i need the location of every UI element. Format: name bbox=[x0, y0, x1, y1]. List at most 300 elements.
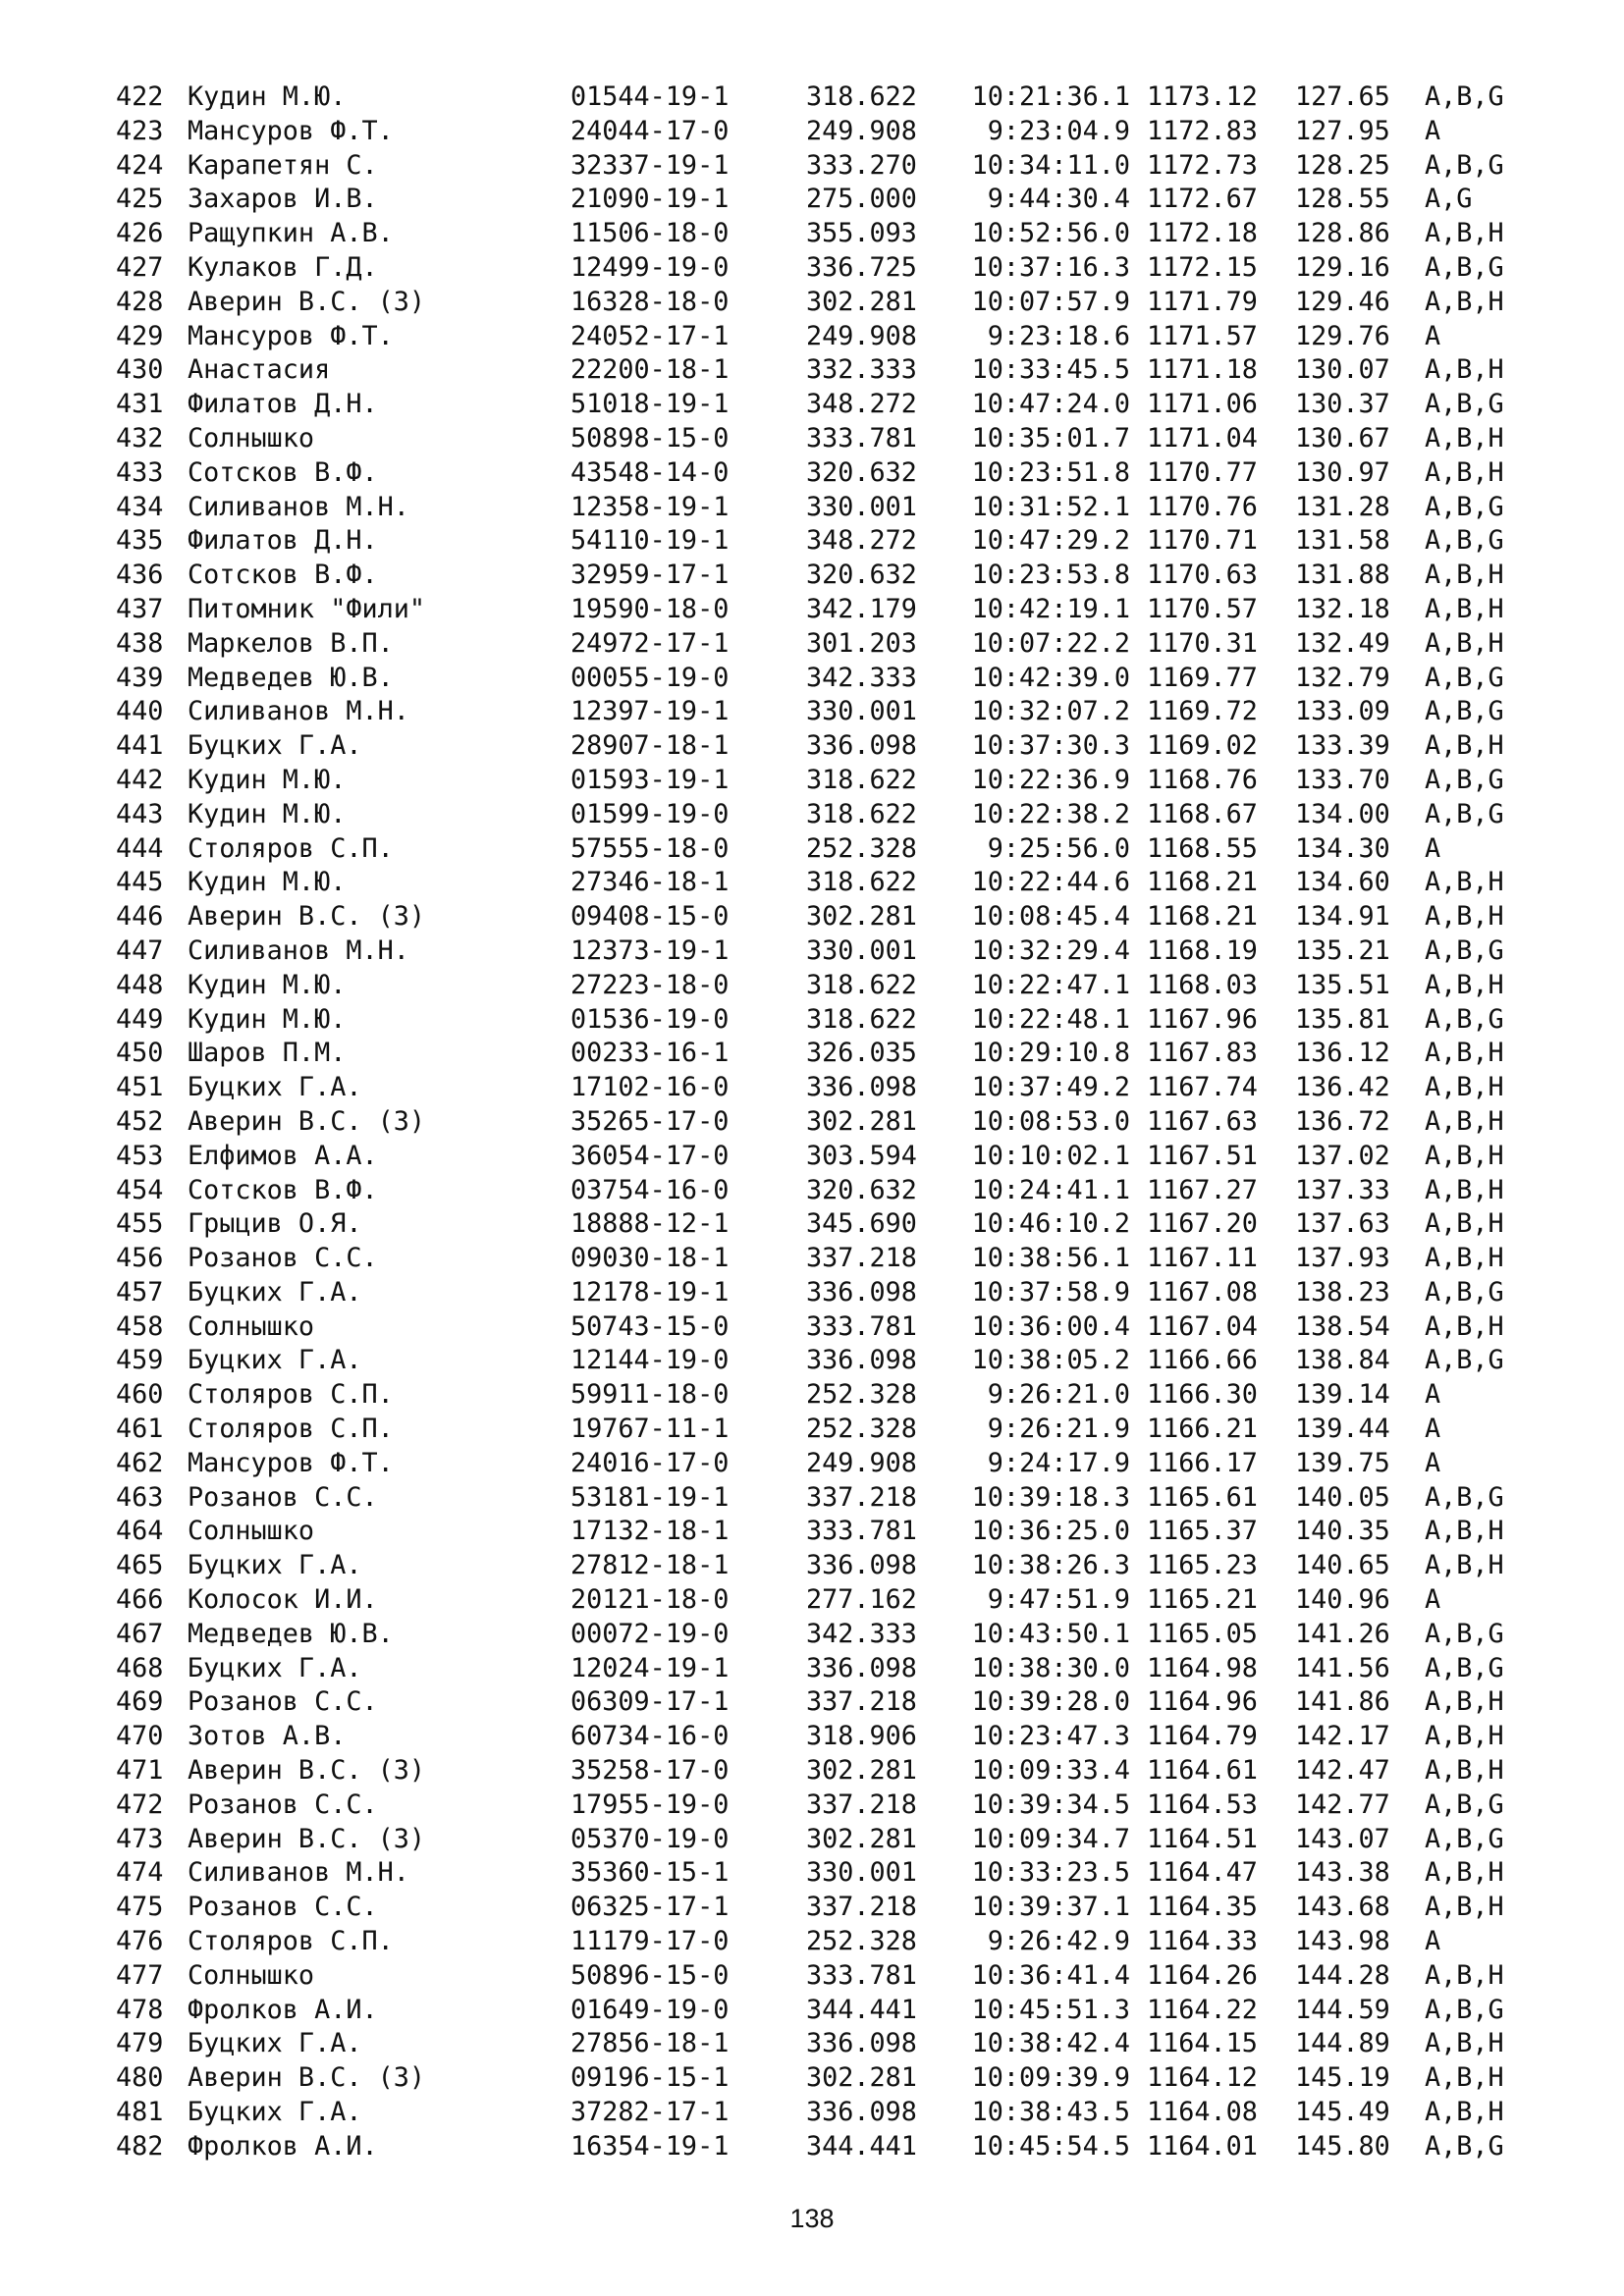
speed-value: 1170.76 bbox=[1147, 491, 1258, 522]
row-number: 460 bbox=[116, 1379, 164, 1411]
arrival-time: 10:09:34.7 bbox=[971, 1823, 1130, 1854]
distance-value: 252.328 bbox=[806, 832, 917, 864]
row-number: 445 bbox=[116, 867, 164, 898]
ring-number: 18888-12-1 bbox=[570, 1208, 730, 1240]
ring-number: 00072-19-0 bbox=[570, 1618, 730, 1649]
speed-value: 1164.53 bbox=[1147, 1789, 1258, 1820]
category-codes: A,B,G bbox=[1425, 662, 1504, 693]
arrival-time: 10:36:00.4 bbox=[971, 1310, 1130, 1342]
arrival-time: 10:43:50.1 bbox=[971, 1618, 1130, 1649]
arrival-time: 10:09:39.9 bbox=[971, 2062, 1130, 2094]
category-codes: A,B,G bbox=[1425, 934, 1504, 966]
row-number: 442 bbox=[116, 764, 164, 795]
ring-number: 16354-19-1 bbox=[570, 2130, 730, 2162]
distance-value: 302.281 bbox=[806, 1823, 917, 1854]
coefficient-value: 140.96 bbox=[1295, 1584, 1390, 1616]
category-codes: A,B,H bbox=[1425, 2028, 1504, 2059]
ring-number: 53181-19-1 bbox=[570, 1481, 730, 1513]
category-codes: A,B,H bbox=[1425, 1959, 1504, 1991]
coefficient-value: 143.98 bbox=[1295, 1926, 1390, 1957]
owner-name: Елфимов А.А. bbox=[188, 1140, 378, 1171]
distance-value: 332.333 bbox=[806, 354, 917, 386]
coefficient-value: 140.35 bbox=[1295, 1516, 1390, 1547]
arrival-time: 10:35:01.7 bbox=[971, 422, 1130, 454]
category-codes: A bbox=[1425, 832, 1441, 864]
ring-number: 50743-15-0 bbox=[570, 1310, 730, 1342]
coefficient-value: 139.44 bbox=[1295, 1414, 1390, 1445]
category-codes: A,B,G bbox=[1425, 764, 1504, 795]
coefficient-value: 130.37 bbox=[1295, 389, 1390, 420]
speed-value: 1168.03 bbox=[1147, 969, 1258, 1000]
owner-name: Столяров С.П. bbox=[188, 832, 394, 864]
row-number: 430 bbox=[116, 354, 164, 386]
arrival-time: 10:33:23.5 bbox=[971, 1857, 1130, 1889]
owner-name: Аверин В.С. (З) bbox=[188, 1105, 425, 1137]
ring-number: 11506-18-0 bbox=[570, 218, 730, 249]
coefficient-value: 129.46 bbox=[1295, 286, 1390, 317]
category-codes: A,B,H bbox=[1425, 1105, 1504, 1137]
row-number: 453 bbox=[116, 1140, 164, 1171]
arrival-time: 10:39:37.1 bbox=[971, 1892, 1130, 1923]
arrival-time: 10:24:41.1 bbox=[971, 1174, 1130, 1205]
ring-number: 36054-17-0 bbox=[570, 1140, 730, 1171]
ring-number: 21090-19-1 bbox=[570, 184, 730, 215]
coefficient-value: 138.23 bbox=[1295, 1276, 1390, 1308]
owner-name: Буцких Г.А. bbox=[188, 1652, 362, 1683]
coefficient-value: 128.25 bbox=[1295, 149, 1390, 181]
row-number: 476 bbox=[116, 1926, 164, 1957]
owner-name: Колосок И.И. bbox=[188, 1584, 378, 1616]
owner-name: Розанов С.С. bbox=[188, 1892, 378, 1923]
ring-number: 50898-15-0 bbox=[570, 422, 730, 454]
owner-name: Ращупкин А.В. bbox=[188, 218, 394, 249]
row-number: 441 bbox=[116, 730, 164, 762]
speed-value: 1170.63 bbox=[1147, 560, 1258, 591]
row-number: 437 bbox=[116, 593, 164, 624]
speed-value: 1167.74 bbox=[1147, 1072, 1258, 1103]
owner-name: Розанов С.С. bbox=[188, 1481, 378, 1513]
ring-number: 12144-19-0 bbox=[570, 1345, 730, 1376]
speed-value: 1166.17 bbox=[1147, 1447, 1258, 1478]
distance-value: 252.328 bbox=[806, 1926, 917, 1957]
speed-value: 1171.04 bbox=[1147, 422, 1258, 454]
coefficient-value: 143.07 bbox=[1295, 1823, 1390, 1854]
distance-value: 336.098 bbox=[806, 2097, 917, 2128]
owner-name: Кудин М.Ю. bbox=[188, 1003, 347, 1035]
row-number: 433 bbox=[116, 456, 164, 488]
coefficient-value: 134.30 bbox=[1295, 832, 1390, 864]
speed-value: 1166.66 bbox=[1147, 1345, 1258, 1376]
category-codes: A,B,H bbox=[1425, 1755, 1504, 1787]
coefficient-value: 130.67 bbox=[1295, 422, 1390, 454]
row-number: 425 bbox=[116, 184, 164, 215]
ring-number: 22200-18-1 bbox=[570, 354, 730, 386]
row-number: 449 bbox=[116, 1003, 164, 1035]
distance-value: 348.272 bbox=[806, 389, 917, 420]
owner-name: Сотсков В.Ф. bbox=[188, 1174, 378, 1205]
owner-name: Розанов С.С. bbox=[188, 1789, 378, 1820]
row-number: 451 bbox=[116, 1072, 164, 1103]
category-codes: A,B,H bbox=[1425, 1892, 1504, 1923]
arrival-time: 10:33:45.5 bbox=[971, 354, 1130, 386]
category-codes: A,G bbox=[1425, 184, 1473, 215]
speed-value: 1165.61 bbox=[1147, 1481, 1258, 1513]
arrival-time: 10:47:29.2 bbox=[971, 525, 1130, 557]
coefficient-value: 134.00 bbox=[1295, 798, 1390, 829]
ring-number: 01544-19-1 bbox=[570, 81, 730, 112]
owner-name: Силиванов М.Н. bbox=[188, 934, 409, 966]
arrival-time: 10:39:28.0 bbox=[971, 1686, 1130, 1718]
speed-value: 1165.37 bbox=[1147, 1516, 1258, 1547]
distance-value: 337.218 bbox=[806, 1686, 917, 1718]
speed-value: 1169.72 bbox=[1147, 696, 1258, 727]
coefficient-value: 137.93 bbox=[1295, 1243, 1390, 1274]
arrival-time: 10:22:44.6 bbox=[971, 867, 1130, 898]
coefficient-value: 130.07 bbox=[1295, 354, 1390, 386]
arrival-time: 9:23:18.6 bbox=[987, 320, 1130, 351]
coefficient-value: 133.09 bbox=[1295, 696, 1390, 727]
speed-value: 1168.21 bbox=[1147, 901, 1258, 933]
distance-value: 275.000 bbox=[806, 184, 917, 215]
distance-value: 348.272 bbox=[806, 525, 917, 557]
row-number: 472 bbox=[116, 1789, 164, 1820]
ring-number: 37282-17-1 bbox=[570, 2097, 730, 2128]
arrival-time: 9:47:51.9 bbox=[987, 1584, 1130, 1616]
owner-name: Кудин М.Ю. bbox=[188, 867, 347, 898]
speed-value: 1169.02 bbox=[1147, 730, 1258, 762]
category-codes: A,B,H bbox=[1425, 1550, 1504, 1581]
coefficient-value: 134.60 bbox=[1295, 867, 1390, 898]
distance-value: 302.281 bbox=[806, 2062, 917, 2094]
ring-number: 27346-18-1 bbox=[570, 867, 730, 898]
owner-name: Силиванов М.Н. bbox=[188, 491, 409, 522]
ring-number: 01593-19-1 bbox=[570, 764, 730, 795]
arrival-time: 9:26:21.9 bbox=[987, 1414, 1130, 1445]
category-codes: A bbox=[1425, 1447, 1441, 1478]
distance-value: 336.098 bbox=[806, 1072, 917, 1103]
speed-value: 1171.57 bbox=[1147, 320, 1258, 351]
coefficient-value: 136.72 bbox=[1295, 1105, 1390, 1137]
coefficient-value: 132.18 bbox=[1295, 593, 1390, 624]
coefficient-value: 140.05 bbox=[1295, 1481, 1390, 1513]
ring-number: 28907-18-1 bbox=[570, 730, 730, 762]
owner-name: Буцких Г.А. bbox=[188, 1345, 362, 1376]
row-number: 422 bbox=[116, 81, 164, 112]
coefficient-value: 143.68 bbox=[1295, 1892, 1390, 1923]
speed-value: 1167.20 bbox=[1147, 1208, 1258, 1240]
row-number: 429 bbox=[116, 320, 164, 351]
ring-number: 09030-18-1 bbox=[570, 1243, 730, 1274]
speed-value: 1164.35 bbox=[1147, 1892, 1258, 1923]
speed-value: 1164.12 bbox=[1147, 2062, 1258, 2094]
category-codes: A,B,G bbox=[1425, 1789, 1504, 1820]
arrival-time: 10:39:18.3 bbox=[971, 1481, 1130, 1513]
owner-name: Буцких Г.А. bbox=[188, 730, 362, 762]
arrival-time: 10:09:33.4 bbox=[971, 1755, 1130, 1787]
category-codes: A,B,H bbox=[1425, 1243, 1504, 1274]
coefficient-value: 131.88 bbox=[1295, 560, 1390, 591]
category-codes: A,B,G bbox=[1425, 798, 1504, 829]
category-codes: A,B,H bbox=[1425, 218, 1504, 249]
owner-name: Карапетян С. bbox=[188, 149, 378, 181]
row-number: 470 bbox=[116, 1721, 164, 1752]
speed-value: 1165.05 bbox=[1147, 1618, 1258, 1649]
owner-name: Захаров И.В. bbox=[188, 184, 378, 215]
row-number: 455 bbox=[116, 1208, 164, 1240]
row-number: 452 bbox=[116, 1105, 164, 1137]
speed-value: 1167.51 bbox=[1147, 1140, 1258, 1171]
coefficient-value: 128.55 bbox=[1295, 184, 1390, 215]
coefficient-value: 128.86 bbox=[1295, 218, 1390, 249]
arrival-time: 10:07:57.9 bbox=[971, 286, 1130, 317]
owner-name: Мансуров Ф.Т. bbox=[188, 115, 394, 146]
distance-value: 330.001 bbox=[806, 696, 917, 727]
arrival-time: 10:38:26.3 bbox=[971, 1550, 1130, 1581]
owner-name: Солнышко bbox=[188, 1959, 315, 1991]
coefficient-value: 132.49 bbox=[1295, 627, 1390, 659]
category-codes: A,B,G bbox=[1425, 81, 1504, 112]
distance-value: 277.162 bbox=[806, 1584, 917, 1616]
row-number: 473 bbox=[116, 1823, 164, 1854]
owner-name: Мансуров Ф.Т. bbox=[188, 1447, 394, 1478]
owner-name: Столяров С.П. bbox=[188, 1926, 394, 1957]
ring-number: 01599-19-0 bbox=[570, 798, 730, 829]
owner-name: Буцких Г.А. bbox=[188, 2028, 362, 2059]
category-codes: A,B,H bbox=[1425, 1857, 1504, 1889]
speed-value: 1164.08 bbox=[1147, 2097, 1258, 2128]
distance-value: 337.218 bbox=[806, 1481, 917, 1513]
owner-name: Фролков А.И. bbox=[188, 2130, 378, 2162]
owner-name: Зотов А.В. bbox=[188, 1721, 347, 1752]
coefficient-value: 134.91 bbox=[1295, 901, 1390, 933]
owner-name: Солнышко bbox=[188, 1516, 315, 1547]
category-codes: A,B,H bbox=[1425, 730, 1504, 762]
row-number: 474 bbox=[116, 1857, 164, 1889]
row-number: 478 bbox=[116, 1994, 164, 2025]
owner-name: Столяров С.П. bbox=[188, 1379, 394, 1411]
ring-number: 27856-18-1 bbox=[570, 2028, 730, 2059]
speed-value: 1165.21 bbox=[1147, 1584, 1258, 1616]
owner-name: Буцких Г.А. bbox=[188, 1550, 362, 1581]
row-number: 454 bbox=[116, 1174, 164, 1205]
row-number: 427 bbox=[116, 251, 164, 283]
arrival-time: 10:31:52.1 bbox=[971, 491, 1130, 522]
owner-name: Аверин В.С. (З) bbox=[188, 2062, 425, 2094]
arrival-time: 10:42:19.1 bbox=[971, 593, 1130, 624]
ring-number: 06309-17-1 bbox=[570, 1686, 730, 1718]
distance-value: 336.098 bbox=[806, 2028, 917, 2059]
row-number: 426 bbox=[116, 218, 164, 249]
speed-value: 1164.79 bbox=[1147, 1721, 1258, 1752]
arrival-time: 10:32:07.2 bbox=[971, 696, 1130, 727]
distance-value: 342.333 bbox=[806, 662, 917, 693]
distance-value: 252.328 bbox=[806, 1414, 917, 1445]
owner-name: Анастасия bbox=[188, 354, 331, 386]
row-number: 438 bbox=[116, 627, 164, 659]
speed-value: 1167.08 bbox=[1147, 1276, 1258, 1308]
row-number: 475 bbox=[116, 1892, 164, 1923]
ring-number: 17132-18-1 bbox=[570, 1516, 730, 1547]
arrival-time: 10:34:11.0 bbox=[971, 149, 1130, 181]
arrival-time: 10:52:56.0 bbox=[971, 218, 1130, 249]
speed-value: 1171.79 bbox=[1147, 286, 1258, 317]
speed-value: 1164.22 bbox=[1147, 1994, 1258, 2025]
arrival-time: 10:38:43.5 bbox=[971, 2097, 1130, 2128]
ring-number: 51018-19-1 bbox=[570, 389, 730, 420]
distance-value: 252.328 bbox=[806, 1379, 917, 1411]
category-codes: A,B,G bbox=[1425, 2130, 1504, 2162]
speed-value: 1166.21 bbox=[1147, 1414, 1258, 1445]
distance-value: 318.622 bbox=[806, 764, 917, 795]
category-codes: A,B,H bbox=[1425, 1721, 1504, 1752]
speed-value: 1164.96 bbox=[1147, 1686, 1258, 1718]
ring-number: 17102-16-0 bbox=[570, 1072, 730, 1103]
arrival-time: 10:38:42.4 bbox=[971, 2028, 1130, 2059]
owner-name: Аверин В.С. (З) bbox=[188, 1755, 425, 1787]
owner-name: Медведев Ю.В. bbox=[188, 662, 394, 693]
coefficient-value: 138.84 bbox=[1295, 1345, 1390, 1376]
speed-value: 1164.61 bbox=[1147, 1755, 1258, 1787]
coefficient-value: 136.42 bbox=[1295, 1072, 1390, 1103]
row-number: 459 bbox=[116, 1345, 164, 1376]
row-number: 471 bbox=[116, 1755, 164, 1787]
category-codes: A,B,G bbox=[1425, 1652, 1504, 1683]
speed-value: 1164.98 bbox=[1147, 1652, 1258, 1683]
category-codes: A,B,G bbox=[1425, 525, 1504, 557]
category-codes: A,B,G bbox=[1425, 491, 1504, 522]
owner-name: Буцких Г.А. bbox=[188, 2097, 362, 2128]
ring-number: 24016-17-0 bbox=[570, 1447, 730, 1478]
category-codes: A,B,H bbox=[1425, 1140, 1504, 1171]
owner-name: Силиванов М.Н. bbox=[188, 696, 409, 727]
category-codes: A,B,H bbox=[1425, 2097, 1504, 2128]
speed-value: 1167.96 bbox=[1147, 1003, 1258, 1035]
row-number: 439 bbox=[116, 662, 164, 693]
owner-name: Грыцив О.Я. bbox=[188, 1208, 362, 1240]
category-codes: A,B,H bbox=[1425, 1516, 1504, 1547]
arrival-time: 9:23:04.9 bbox=[987, 115, 1130, 146]
arrival-time: 10:07:22.2 bbox=[971, 627, 1130, 659]
distance-value: 249.908 bbox=[806, 115, 917, 146]
page-number: 138 bbox=[789, 2204, 835, 2233]
category-codes: A,B,G bbox=[1425, 1345, 1504, 1376]
speed-value: 1172.67 bbox=[1147, 184, 1258, 215]
owner-name: Мансуров Ф.Т. bbox=[188, 320, 394, 351]
arrival-time: 10:23:47.3 bbox=[971, 1721, 1130, 1752]
distance-value: 302.281 bbox=[806, 1105, 917, 1137]
ring-number: 12358-19-1 bbox=[570, 491, 730, 522]
distance-value: 337.218 bbox=[806, 1789, 917, 1820]
coefficient-value: 137.02 bbox=[1295, 1140, 1390, 1171]
row-number: 434 bbox=[116, 491, 164, 522]
coefficient-value: 129.16 bbox=[1295, 251, 1390, 283]
arrival-time: 9:24:17.9 bbox=[987, 1447, 1130, 1478]
row-number: 457 bbox=[116, 1276, 164, 1308]
category-codes: A,B,G bbox=[1425, 1994, 1504, 2025]
ring-number: 03754-16-0 bbox=[570, 1174, 730, 1205]
category-codes: A,B,H bbox=[1425, 969, 1504, 1000]
owner-name: Буцких Г.А. bbox=[188, 1072, 362, 1103]
category-codes: A bbox=[1425, 320, 1441, 351]
category-codes: A,B,H bbox=[1425, 354, 1504, 386]
coefficient-value: 142.17 bbox=[1295, 1721, 1390, 1752]
row-number: 464 bbox=[116, 1516, 164, 1547]
owner-name: Сотсков В.Ф. bbox=[188, 456, 378, 488]
coefficient-value: 127.65 bbox=[1295, 81, 1390, 112]
speed-value: 1171.18 bbox=[1147, 354, 1258, 386]
coefficient-value: 145.49 bbox=[1295, 2097, 1390, 2128]
owner-name: Аверин В.С. (З) bbox=[188, 901, 425, 933]
distance-value: 336.098 bbox=[806, 1345, 917, 1376]
ring-number: 27812-18-1 bbox=[570, 1550, 730, 1581]
ring-number: 01649-19-0 bbox=[570, 1994, 730, 2025]
row-number: 435 bbox=[116, 525, 164, 557]
arrival-time: 10:23:51.8 bbox=[971, 456, 1130, 488]
distance-value: 320.632 bbox=[806, 456, 917, 488]
speed-value: 1171.06 bbox=[1147, 389, 1258, 420]
distance-value: 318.622 bbox=[806, 969, 917, 1000]
arrival-time: 10:36:41.4 bbox=[971, 1959, 1130, 1991]
owner-name: Медведев Ю.В. bbox=[188, 1618, 394, 1649]
row-number: 481 bbox=[116, 2097, 164, 2128]
speed-value: 1168.55 bbox=[1147, 832, 1258, 864]
coefficient-value: 144.28 bbox=[1295, 1959, 1390, 1991]
speed-value: 1167.63 bbox=[1147, 1105, 1258, 1137]
speed-value: 1167.11 bbox=[1147, 1243, 1258, 1274]
ring-number: 60734-16-0 bbox=[570, 1721, 730, 1752]
distance-value: 318.622 bbox=[806, 1003, 917, 1035]
ring-number: 12178-19-1 bbox=[570, 1276, 730, 1308]
coefficient-value: 127.95 bbox=[1295, 115, 1390, 146]
row-number: 466 bbox=[116, 1584, 164, 1616]
speed-value: 1168.76 bbox=[1147, 764, 1258, 795]
owner-name: Филатов Д.Н. bbox=[188, 525, 378, 557]
row-number: 443 bbox=[116, 798, 164, 829]
distance-value: 318.622 bbox=[806, 798, 917, 829]
ring-number: 20121-18-0 bbox=[570, 1584, 730, 1616]
category-codes: A,B,G bbox=[1425, 1003, 1504, 1035]
ring-number: 00055-19-0 bbox=[570, 662, 730, 693]
coefficient-value: 145.19 bbox=[1295, 2062, 1390, 2094]
owner-name: Аверин В.С. (З) bbox=[188, 286, 425, 317]
coefficient-value: 140.65 bbox=[1295, 1550, 1390, 1581]
coefficient-value: 142.77 bbox=[1295, 1789, 1390, 1820]
distance-value: 342.179 bbox=[806, 593, 917, 624]
ring-number: 43548-14-0 bbox=[570, 456, 730, 488]
speed-value: 1170.71 bbox=[1147, 525, 1258, 557]
ring-number: 00233-16-1 bbox=[570, 1038, 730, 1069]
coefficient-value: 141.56 bbox=[1295, 1652, 1390, 1683]
category-codes: A,B,H bbox=[1425, 560, 1504, 591]
arrival-time: 10:37:49.2 bbox=[971, 1072, 1130, 1103]
speed-value: 1164.33 bbox=[1147, 1926, 1258, 1957]
speed-value: 1172.73 bbox=[1147, 149, 1258, 181]
category-codes: A,B,H bbox=[1425, 1686, 1504, 1718]
coefficient-value: 133.70 bbox=[1295, 764, 1390, 795]
row-number: 458 bbox=[116, 1310, 164, 1342]
owner-name: Питомник "Фили" bbox=[188, 593, 425, 624]
speed-value: 1166.30 bbox=[1147, 1379, 1258, 1411]
arrival-time: 10:22:38.2 bbox=[971, 798, 1130, 829]
row-number: 432 bbox=[116, 422, 164, 454]
coefficient-value: 144.89 bbox=[1295, 2028, 1390, 2059]
arrival-time: 10:37:30.3 bbox=[971, 730, 1130, 762]
category-codes: A,B,G bbox=[1425, 389, 1504, 420]
category-codes: A bbox=[1425, 115, 1441, 146]
owner-name: Маркелов В.П. bbox=[188, 627, 394, 659]
distance-value: 320.632 bbox=[806, 560, 917, 591]
row-number: 444 bbox=[116, 832, 164, 864]
